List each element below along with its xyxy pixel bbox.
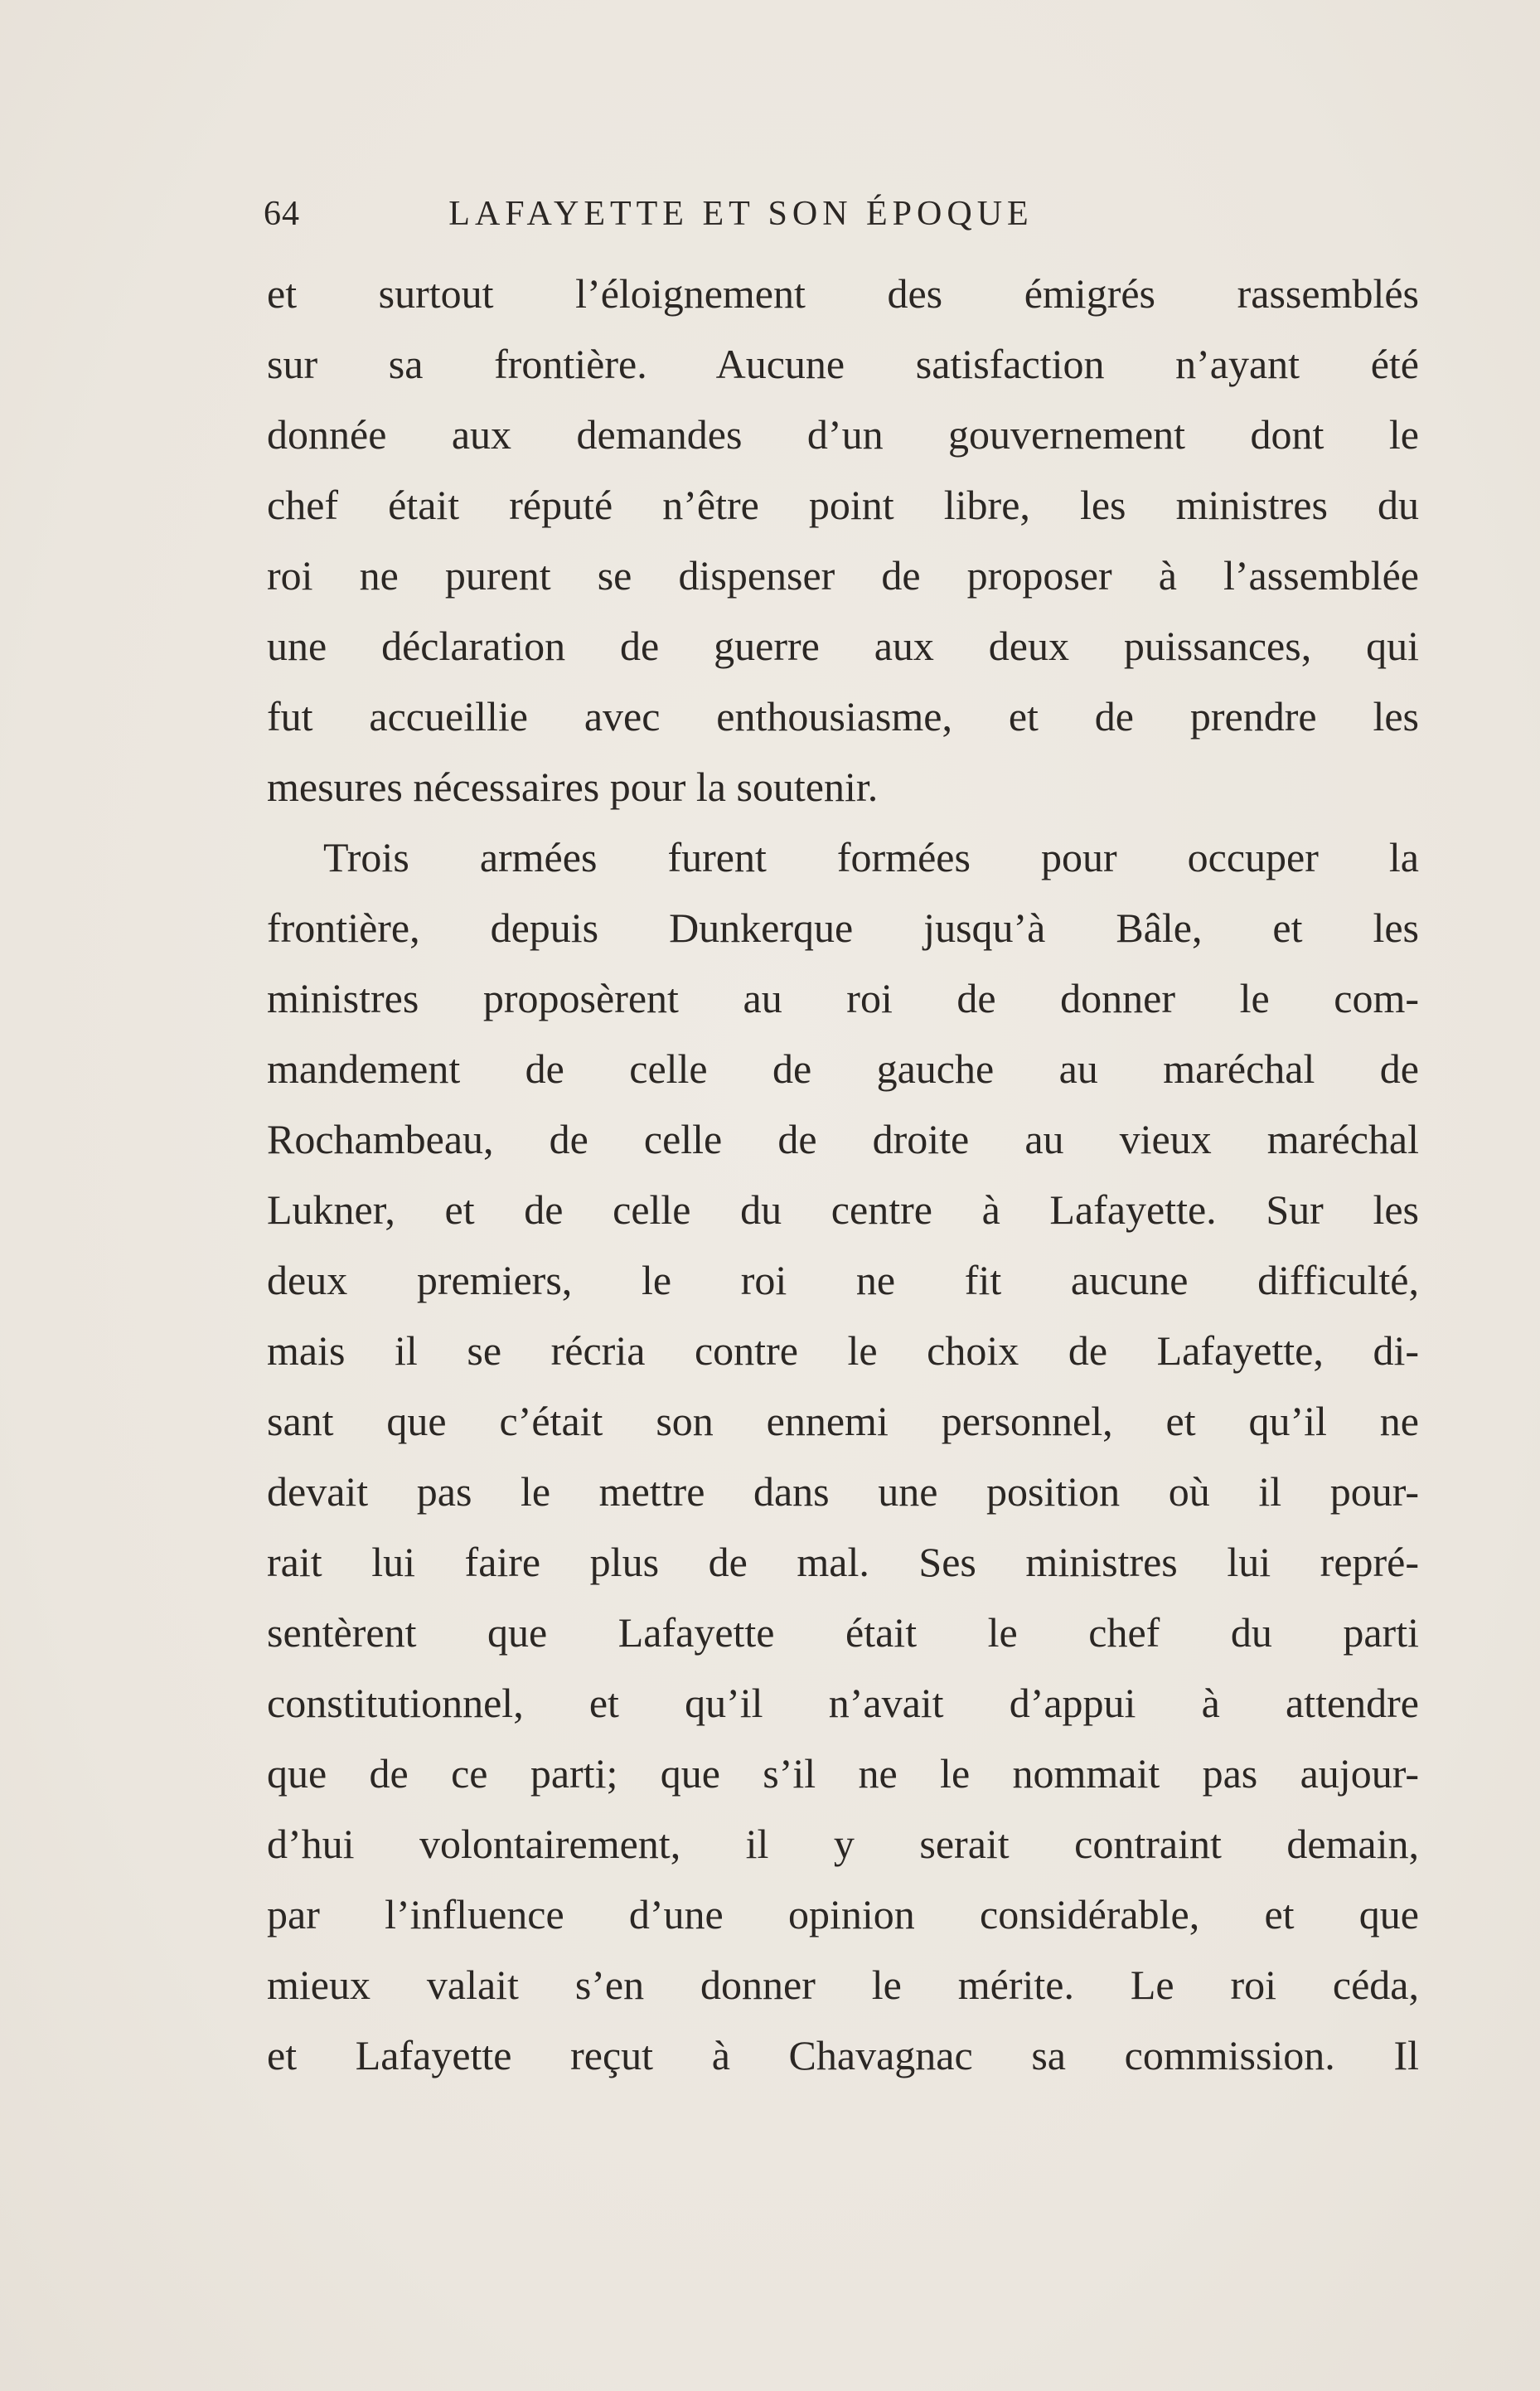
text-line: mais il se récria contre le choix de Lafayette, di-	[267, 1327, 1419, 1374]
text-line: mesures nécessaires pour la soutenir.	[267, 764, 879, 810]
text-line: rait lui faire plus de mal. Ses ministres lui repré-	[267, 1539, 1419, 1585]
text-line: donnée aux demandes d’un gouvernement dont le	[267, 411, 1419, 458]
text-line: devait pas le mettre dans une position où il pour-	[267, 1468, 1419, 1515]
body-text	[267, 259, 1419, 2091]
text-line: chef était réputé n’être point libre, les ministres du	[267, 482, 1419, 528]
text-line: mandement de celle de gauche au maréchal de	[267, 1045, 1419, 1092]
text-line: par l’influence d’une opinion considérable, et que	[267, 1891, 1419, 1938]
text-line: une déclaration de guerre aux deux puissances, qui	[267, 623, 1419, 669]
text-line: fut accueillie avec enthousiasme, et de prendre les	[267, 693, 1419, 740]
text-line: que de ce parti; que s’il ne le nommait pas aujour-	[267, 1750, 1419, 1797]
text-line: deux premiers, le roi ne fit aucune difficulté,	[267, 1257, 1419, 1303]
text-line: sentèrent que Lafayette était le chef du parti	[267, 1609, 1419, 1656]
text-line: et surtout l’éloignement des émigrés rassemblés	[267, 270, 1419, 317]
page-header	[264, 189, 1185, 239]
text-line: Lukner, et de celle du centre à Lafayette. Sur les	[267, 1186, 1419, 1233]
text-line: sant que c’était son ennemi personnel, et qu’il ne	[267, 1398, 1419, 1444]
text-line: roi ne purent se dispenser de proposer à l’assemblée	[267, 552, 1419, 599]
text-line: d’hui volontairement, il y serait contraint demain,	[267, 1821, 1419, 1867]
text-line: mieux valait s’en donner le mérite. Le roi céda,	[267, 1962, 1419, 2008]
text-line: frontière, depuis Dunkerque jusqu’à Bâle, et les	[267, 905, 1419, 951]
text-line: ministres proposèrent au roi de donner le com-	[267, 975, 1419, 1021]
text-line: Rochambeau, de celle de droite au vieux maréchal	[267, 1116, 1419, 1162]
page-number: 64	[264, 195, 300, 233]
text-line: et Lafayette reçut à Chavagnac sa commission. Il	[267, 2032, 1419, 2078]
text-line: constitutionnel, et qu’il n’avait d’appui à attendre	[267, 1680, 1419, 1726]
running-title: LAFAYETTE ET SON ÉPOQUE	[448, 195, 1034, 233]
text-line: Trois armées furent formées pour occuper la	[323, 834, 1419, 880]
text-line: sur sa frontière. Aucune satisfaction n’ayant été	[267, 341, 1419, 387]
